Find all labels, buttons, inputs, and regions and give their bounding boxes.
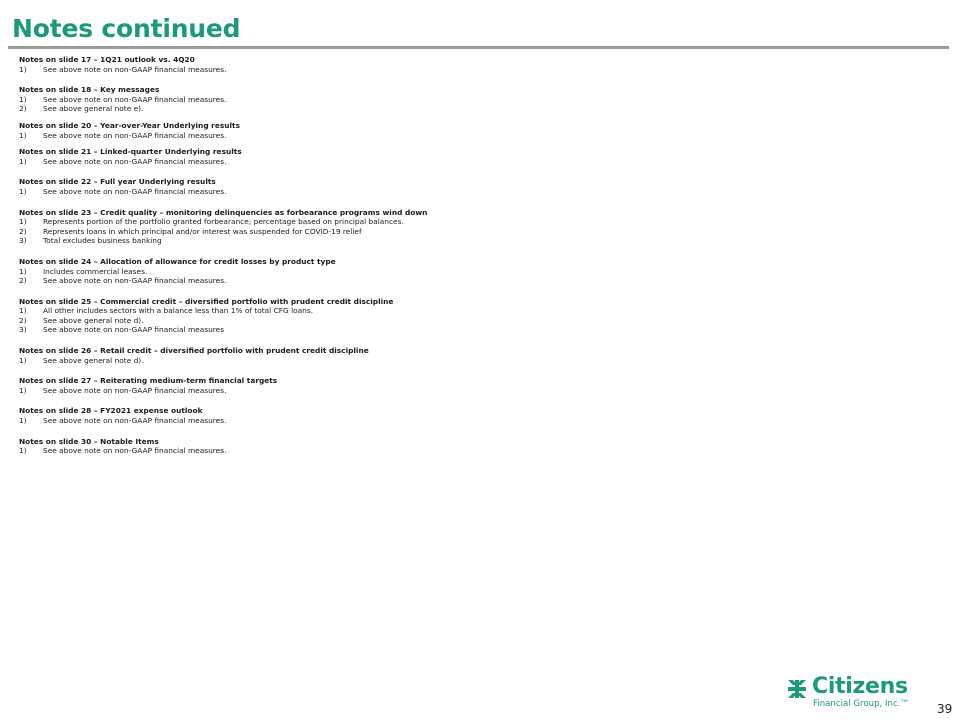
note-item — [19, 65, 719, 75]
note-item — [19, 217, 719, 227]
note-item-text: See above note on non-GAAP financial measures. — [43, 64, 227, 74]
note-item — [19, 157, 719, 167]
note-item-number: 1) — [19, 385, 27, 395]
note-item — [19, 306, 719, 316]
citizens-logo-mark-icon — [786, 678, 808, 700]
note-item-number: 1) — [19, 446, 27, 456]
note-section — [19, 406, 719, 425]
logo-wordmark: Citizens — [812, 674, 908, 699]
note-item — [19, 416, 719, 426]
note-item — [19, 227, 719, 237]
note-item — [19, 325, 719, 335]
note-item — [19, 267, 719, 277]
note-item — [19, 316, 719, 326]
note-item-number: 3) — [19, 236, 27, 246]
note-item-text: See above note on non-GAAP financial measures — [43, 325, 225, 335]
note-section — [19, 376, 719, 395]
note-section — [19, 177, 719, 196]
note-section-heading: Notes on slide 20 – Year-over-Year Underlying results — [19, 120, 240, 130]
title-divider — [8, 46, 949, 49]
note-section — [19, 55, 719, 74]
logo-subtitle: Financial Group, Inc.™ — [813, 699, 910, 709]
note-section — [19, 85, 719, 114]
note-item — [19, 386, 719, 396]
note-item-text: See above general note e). — [43, 104, 144, 114]
note-item-number: 2) — [19, 226, 27, 236]
note-item-text: See above note on non-GAAP financial measures. — [43, 385, 227, 395]
note-section — [19, 208, 719, 246]
note-item-text: Includes commercial leases. — [43, 266, 148, 276]
note-item — [19, 276, 719, 286]
notes-list — [19, 55, 719, 467]
note-item-number: 1) — [19, 416, 27, 426]
note-item-number: 1) — [19, 306, 27, 316]
note-item-number: 1) — [19, 355, 27, 365]
note-item-text: See above note on non-GAAP financial measures. — [43, 94, 227, 104]
note-item-number: 1) — [19, 64, 27, 74]
note-item-number: 1) — [19, 130, 27, 140]
note-item-text: See above note on non-GAAP financial measures. — [43, 416, 227, 426]
note-item-number: 2) — [19, 276, 27, 286]
note-section-heading: Notes on slide 26 – Retail credit – diversified portfolio with prudent credit discipline — [19, 346, 369, 356]
note-section-heading: Notes on slide 28 – FY2021 expense outlook — [19, 406, 203, 416]
note-item-number: 1) — [19, 266, 27, 276]
note-section — [19, 147, 719, 166]
note-item — [19, 131, 719, 141]
note-item-text: Total excludes business banking — [43, 236, 162, 246]
note-item-text: Represents portion of the portfolio granted forbearance; percentage based on principal balances. — [43, 217, 404, 227]
note-item-text: See above note on non-GAAP financial measures. — [43, 186, 227, 196]
note-item-number: 3) — [19, 325, 27, 335]
note-section-heading: Notes on slide 27 – Reiterating medium-term financial targets — [19, 376, 278, 386]
note-item-text: See above note on non-GAAP financial measures. — [43, 276, 227, 286]
page-number: 39 — [937, 702, 953, 716]
note-item-number: 1) — [19, 186, 27, 196]
note-item-number: 1) — [19, 94, 27, 104]
note-section-heading: Notes on slide 25 – Commercial credit – diversified portfolio with prudent credit discipline — [19, 296, 394, 306]
note-section — [19, 437, 719, 456]
note-item — [19, 187, 719, 197]
note-section — [19, 346, 719, 365]
note-section-heading: Notes on slide 30 – Notable Items — [19, 436, 159, 446]
note-item — [19, 356, 719, 366]
note-section-heading: Notes on slide 21 – Linked-quarter Underlying results — [19, 147, 242, 157]
note-item-text: See above note on non-GAAP financial measures. — [43, 156, 227, 166]
note-section-heading: Notes on slide 22 – Full year Underlying results — [19, 177, 216, 187]
note-section — [19, 257, 719, 286]
note-item-number: 2) — [19, 315, 27, 325]
note-section-heading: Notes on slide 17 – 1Q21 outlook vs. 4Q20 — [19, 55, 195, 64]
note-item-text: See above general note d). — [43, 355, 144, 365]
page-title: Notes continued — [12, 14, 241, 43]
note-section — [19, 297, 719, 335]
note-item-number: 1) — [19, 156, 27, 166]
note-section — [19, 121, 719, 140]
note-item — [19, 95, 719, 105]
note-item-text: See above note on non-GAAP financial measures. — [43, 446, 227, 456]
note-item-text: Represents loans in which principal and/or interest was suspended for COVID-19 relief — [43, 226, 362, 236]
note-item-text: See above general note d). — [43, 315, 144, 325]
note-section-heading: Notes on slide 18 – Key messages — [19, 85, 160, 95]
citizens-logo — [786, 674, 910, 710]
note-item-number: 1) — [19, 217, 27, 227]
note-section-heading: Notes on slide 24 – Allocation of allowance for credit losses by product type — [19, 256, 336, 266]
note-item — [19, 236, 719, 246]
note-item-text: All other includes sectors with a balance less than 1% of total CFG loans. — [43, 306, 314, 316]
note-item-text: See above note on non-GAAP financial measures. — [43, 130, 227, 140]
note-item — [19, 104, 719, 114]
note-section-heading: Notes on slide 23 – Credit quality – monitoring delinquencies as forbearance programs wind down — [19, 207, 428, 217]
note-item — [19, 446, 719, 456]
note-item-number: 2) — [19, 104, 27, 114]
